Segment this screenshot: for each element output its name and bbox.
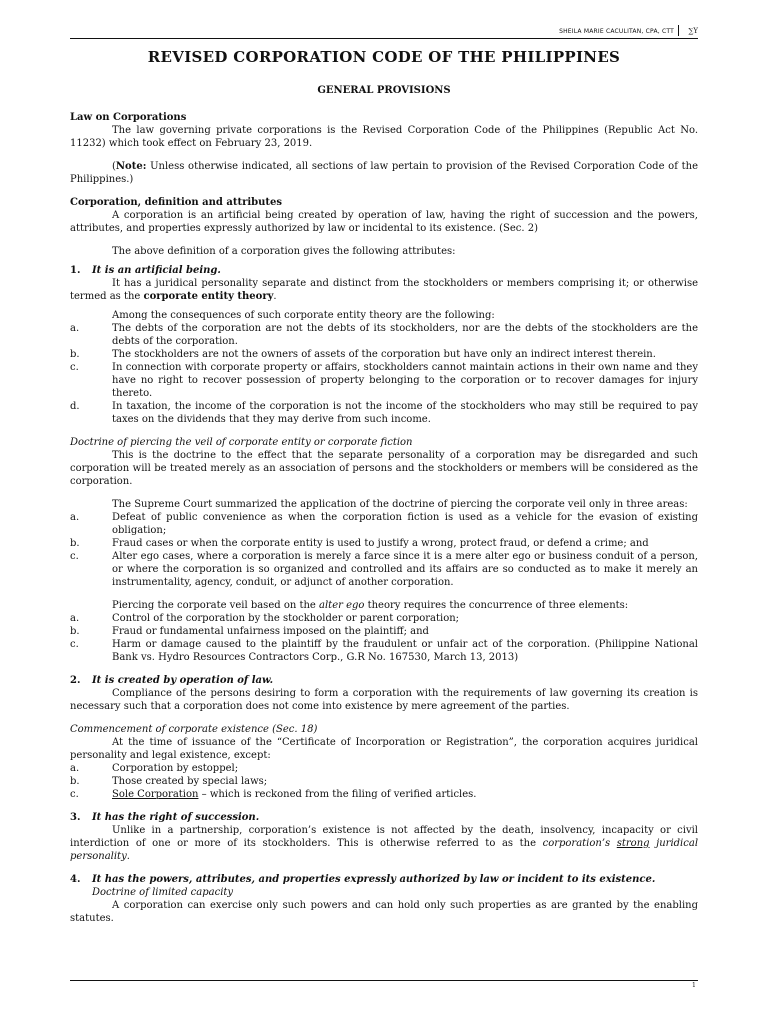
attribute-2-heading: 2. It is created by operation of law. xyxy=(70,675,274,686)
commencement-paragraph: At the time of issuance of the “Certificate of Incorporation or Registration”, the corporation acquires juridical personality and legal existence, except: xyxy=(70,737,698,761)
list-item: b. Fraud or fundamental unfairness imposed on the plaintiff; and xyxy=(70,626,429,637)
limited-capacity-heading: Doctrine of limited capacity xyxy=(92,887,234,898)
attribute-3-heading: 3. It has the right of succession. xyxy=(70,812,260,823)
doctrine-paragraph: This is the doctrine to the effect that the separate personality of a corporation may be disregarded and such corporation will be treated merely as an association of persons and the stockholders or members will be considered as the corporation. xyxy=(70,450,698,487)
elements-list xyxy=(70,612,698,664)
definition-paragraph: A corporation is an artificial being created by operation of law, having the right of succession and the powers, attributes, and properties expressly authorized by law or incidental to its existence. (Sec. 2) xyxy=(70,210,698,234)
list-item: a. The debts of the corporation are not the debts of its stockholders, nor are the debts of the stockholders are the debts of the corporation. xyxy=(70,323,698,347)
commencement-heading: Commencement of corporate existence (Sec. 18) xyxy=(70,724,318,735)
section-subtitle: GENERAL PROVISIONS xyxy=(317,85,451,96)
list-item: b. The stockholders are not the owners of assets of the corporation but have only an indirect interest therein. xyxy=(70,349,656,360)
footer-rule xyxy=(70,980,698,981)
list-item: c. Sole Corporation – which is reckoned from the filing of verified articles. xyxy=(70,789,477,800)
law-heading: Law on Corporations xyxy=(70,112,187,123)
definition-heading: Corporation, definition and attributes xyxy=(70,197,283,208)
consequences-list xyxy=(70,322,698,426)
list-item: a. Control of the corporation by the stockholder or parent corporation; xyxy=(70,613,460,624)
list-item: c. Harm or damage caused to the plaintiff by the fraudulent or unfair act of the corporation. (Philippine National Bank vs. Hydro Resources Contractors Corp., G.R No. 167530, March 13, 2013) xyxy=(70,639,698,663)
attribute-1-paragraph: It has a juridical personality separate and distinct from the stockholders or members comprising it; or otherwise termed as the corporate entity theory. xyxy=(70,278,698,302)
law-paragraph: The law governing private corporations is the Revised Corporation Code of the Philippines (Republic Act No. 11232) which took effect on February 23, 2019. xyxy=(70,125,698,149)
header-page-mark: ∑Υ xyxy=(688,27,698,35)
attribute-4-paragraph: A corporation can exercise only such powers and can hold only such properties as are granted by the enabling statutes. xyxy=(70,900,698,924)
header-author: SHEILA MARIE CACULITAN, CPA, CTT xyxy=(559,28,674,35)
supreme-court-paragraph: The Supreme Court summarized the application of the doctrine of piercing the corporate veil only in three areas: xyxy=(112,499,688,510)
list-item: a. Corporation by estoppel; xyxy=(70,763,239,774)
header-rule xyxy=(70,38,698,39)
attribute-2-paragraph: Compliance of the persons desiring to form a corporation with the requirements of law governing its creation is necessary such that a corporation does not come into existence by mere agreement of the parties. xyxy=(70,688,698,712)
list-item: c. In connection with corporate property or affairs, stockholders cannot maintain actions in their own name and they have no right to recover possession of property belonging to the corporation or to recover damages for injury thereto. xyxy=(70,362,698,399)
note-paragraph: (Note: Unless otherwise indicated, all sections of law pertain to provision of the Revised Corporation Code of the Philippines.) xyxy=(70,161,698,185)
alter-ego-paragraph: Piercing the corporate veil based on the alter ego theory requires the concurrence of three elements: xyxy=(112,600,629,611)
running-header xyxy=(70,24,698,38)
page-number: 1 xyxy=(692,982,696,989)
list-item: b. Fraud cases or when the corporate entity is used to justify a wrong, protect fraud, or defend a crime; and xyxy=(70,538,649,549)
list-item: c. Alter ego cases, where a corporation is merely a farce since it is a mere alter ego or business conduit of a person, or where the corporation is so organized and controlled and its affairs are so conducted as to make it merely an instrumentality, agency, conduit, or adjunct of another corporation. xyxy=(70,551,698,588)
list-item: d. In taxation, the income of the corporation is not the income of the stockholders who may still be required to pay taxes on the dividends that they may derive from such income. xyxy=(70,401,698,425)
doctrine-heading: Doctrine of piercing the veil of corporate entity or corporate fiction xyxy=(70,437,413,448)
note-text: Unless otherwise indicated, all sections of law pertain to provision of the Revised Corporation Code of the Philippines.) xyxy=(70,161,698,185)
note-label: Note: xyxy=(115,161,147,172)
consequences-intro: Among the consequences of such corporate entity theory are the following: xyxy=(112,310,495,321)
document-title: REVISED CORPORATION CODE OF THE PHILIPPINES xyxy=(147,48,621,66)
definition-intro: The above definition of a corporation gives the following attributes: xyxy=(112,246,456,257)
list-item: b. Those created by special laws; xyxy=(70,776,268,787)
list-item: a. Defeat of public convenience as when the corporation fiction is used as a vehicle for the evasion of existing obligation; xyxy=(70,512,698,536)
exceptions-list xyxy=(70,762,698,801)
areas-list xyxy=(70,511,698,589)
attribute-1-heading: 1. It is an artificial being. xyxy=(70,265,221,276)
header-separator xyxy=(678,25,679,36)
attribute-4-heading: 4. It has the powers, attributes, and properties expressly authorized by law or incident to its existence. xyxy=(70,874,656,885)
document-body xyxy=(70,84,698,925)
attribute-3-paragraph: Unlike in a partnership, corporation’s existence is not affected by the death, insolvency, incapacity or civil interdiction of one or more of its stockholders. This is otherwise referred to as the corporation’s strong juridical personality. xyxy=(70,825,699,862)
